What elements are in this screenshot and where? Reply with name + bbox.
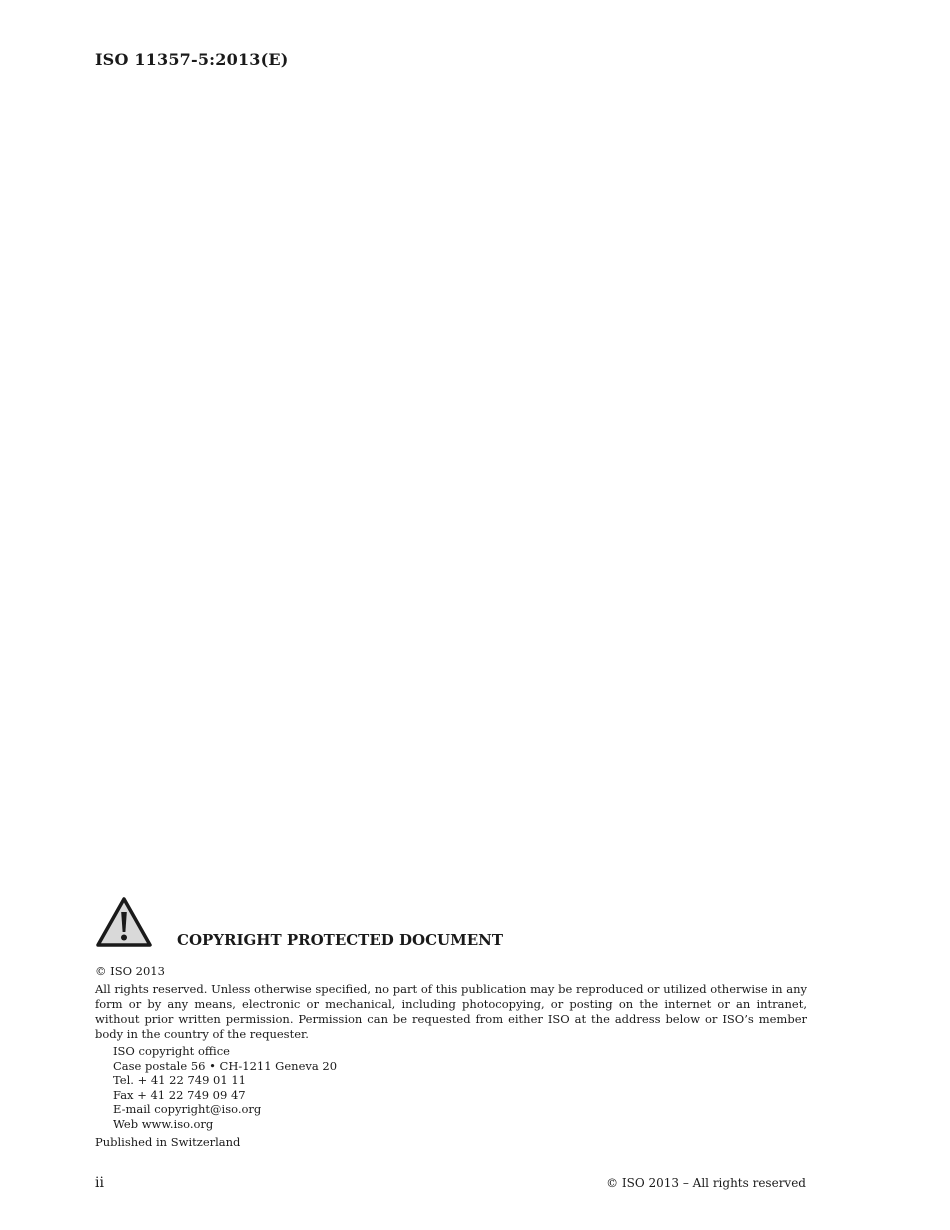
document-identifier: ISO 11357-5:2013(E) [95,50,289,69]
address-line-fax: Fax + 41 22 749 09 47 [113,1087,246,1102]
address-line-web: Web www.iso.org [113,1116,214,1131]
page-number: ii [95,1175,104,1191]
warning-triangle-icon [95,896,153,948]
address-line-email: E-mail copyright@iso.org [113,1102,262,1117]
address-line-office: ISO copyright office [113,1044,230,1058]
address-line-postal: Case postale 56 • CH-1211 Geneva 20 [113,1058,338,1073]
copyright-year: © ISO 2013 [95,964,165,978]
copyright-block [95,896,807,1150]
footer-copyright-notice: © ISO 2013 – All rights reserved [606,1176,806,1190]
published-location: Published in Switzerland [95,1134,241,1149]
address-line-tel: Tel. + 41 22 749 01 11 [113,1073,246,1088]
copyright-title: COPYRIGHT PROTECTED DOCUMENT [177,931,504,949]
rights-statement: All rights reserved. Unless otherwise specified, no part of this publication may be reproduced or utilized otherwise in any form or by any means, electronic or mechanical, including photocopying, or posting on the internet or an intranet, without prior written permission. Permission can be requested from either ISO at the address below or ISO’s member body in the country of the requester. [95,982,807,1041]
copyright-office-address [95,1044,807,1132]
copyright-heading-row [95,896,807,948]
